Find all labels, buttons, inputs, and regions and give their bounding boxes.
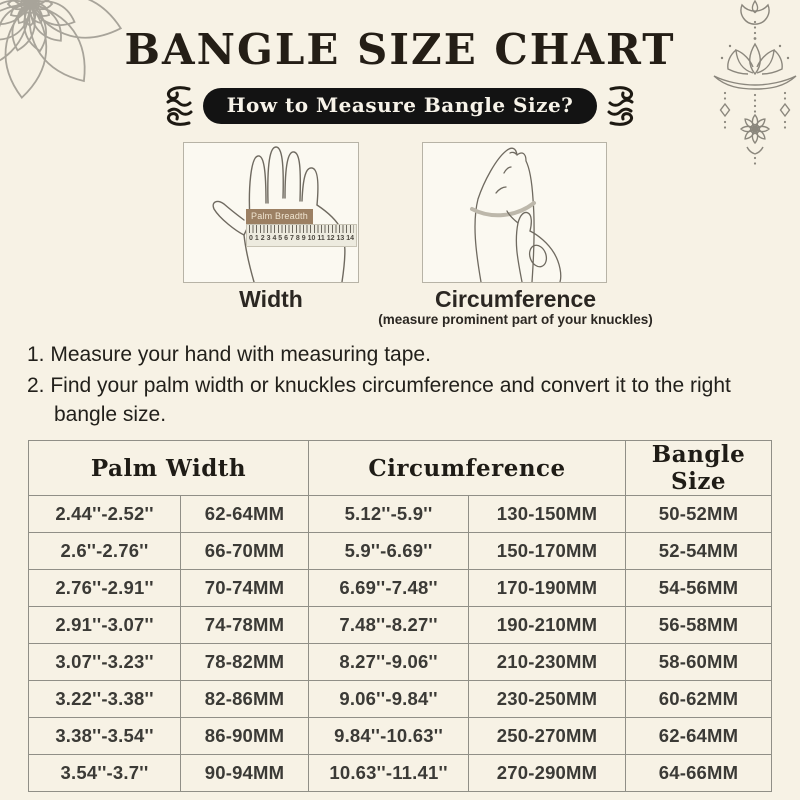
header-bangle-size: Bangle Size xyxy=(626,441,772,496)
width-caption: Width xyxy=(239,286,303,312)
circumference-caption xyxy=(368,287,663,327)
palm-breadth-label: Palm Breadth xyxy=(246,209,313,224)
ruler-numbers: 0 1 2 3 4 5 6 7 8 9 10 11 12 13 14 xyxy=(249,235,354,242)
header-circumference: Circumference xyxy=(309,441,626,496)
measuring-hands-icon xyxy=(423,143,606,282)
hand-width-illustration xyxy=(183,142,359,283)
flourish-right-icon xyxy=(606,84,642,128)
header-palm-width: Palm Width xyxy=(29,441,309,496)
flourish-left-icon xyxy=(158,84,194,128)
table-row: 3.38''-3.54'' 86-90MM 9.84''-10.63'' 250-270MM 62-64MM xyxy=(29,718,772,755)
ruler xyxy=(246,224,357,247)
table-row: 3.07''-3.23'' 78-82MM 8.27''-9.06'' 210-230MM 58-60MM xyxy=(29,644,772,681)
table-header-row xyxy=(29,441,772,496)
table-row: 2.76''-2.91'' 70-74MM 6.69''-7.48'' 170-190MM 54-56MM xyxy=(29,570,772,607)
instruction-step: 1. Measure your hand with measuring tape. xyxy=(27,343,431,366)
banner-row xyxy=(0,84,800,128)
table-row: 2.6''-2.76'' 66-70MM 5.9''-6.69'' 150-170MM 52-54MM xyxy=(29,533,772,570)
ruler-ticks xyxy=(249,225,354,233)
instruction-step: 2. Find your palm width or knuckles circumference and convert it to the right bangle size. xyxy=(27,374,731,426)
circumference-caption-text: Circumference xyxy=(434,286,597,312)
banner-title: How to Measure Bangle Size? xyxy=(203,88,598,124)
table-row: 2.44''-2.52'' 62-64MM 5.12''-5.9'' 130-150MM 50-52MM xyxy=(29,496,772,533)
hand-circumference-illustration xyxy=(422,142,607,283)
instructions xyxy=(27,340,772,431)
circumference-note: (measure prominent part of your knuckles) xyxy=(378,312,653,327)
table-row: 2.91''-3.07'' 74-78MM 7.48''-8.27'' 190-210MM 56-58MM xyxy=(29,607,772,644)
page-title: BANGLE SIZE CHART xyxy=(124,25,676,74)
table-row: 3.54''-3.7'' 90-94MM 10.63''-11.41'' 270-290MM 64-66MM xyxy=(29,755,772,792)
table-row: 3.22''-3.38'' 82-86MM 9.06''-9.84'' 230-250MM 60-62MM xyxy=(29,681,772,718)
bangle-size-table xyxy=(28,440,772,792)
